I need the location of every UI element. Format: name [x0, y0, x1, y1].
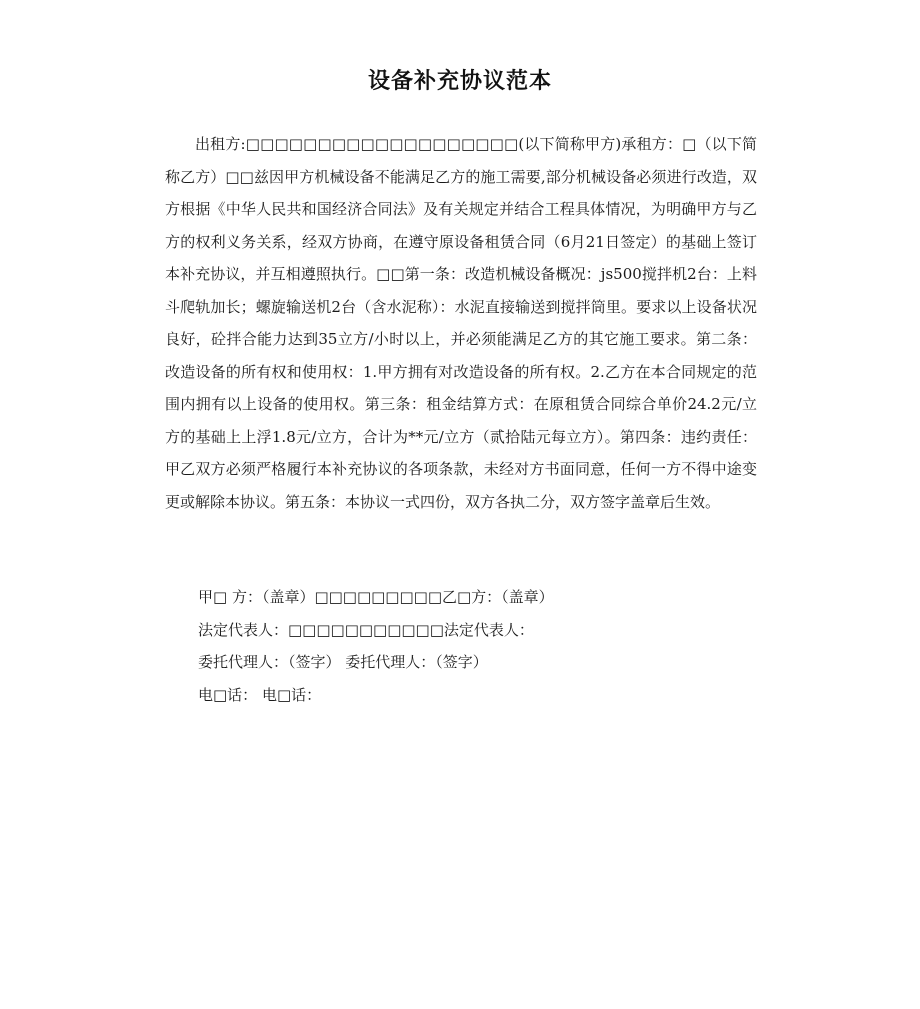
legal-representative-line: 法定代表人：□□□□□□□□□□□法定代表人： — [198, 620, 534, 639]
agreement-body: 出租方:□□□□□□□□□□□□□□□□□□□(以下简称甲方)承租方：□（以下简称乙方）□□兹因甲方机械设备不能满足乙方的施工需要,部分机械设备必须进行改造，双方根据《中华人民共和国经济合同法》及有关规定并结合工程具体情况，为明确甲方与乙方的权利义务关系，经双方协商，在遵守原设备租赁合同（6月21日签定）的基础上签订本补充协议，并互相遵照执行。□□第一条：改造机械设备概况：js500搅拌机2台：上料斗爬轨加长；螺旋输送机2台（含水泥称）：水泥直接输送到搅拌筒里。要求以上设备状况良好，砼拌合能力达到35立方/小时以上，并必须能满足乙方的其它施工要求。第二条：改造设备的所有权和使用权：1.甲方拥有对改造设备的所有权。2.乙方在本合同规定的范围内拥有以上设备的使用权。第三条：租金结算方式：在原租赁合同综合单价24.2元/立方的基础上上浮1.8元/立方，合计为**元/立方（贰拾陆元每立方）。第四条：违约责任：甲乙双方必须严格履行本补充协议的各项条款，未经对方书面同意，任何一方不得中途变更或解除本协议。第五条：本协议一式四份，双方各执二分，双方签字盖章后生效。 — [165, 135, 757, 511]
phone-line: 电□话： 电□话： — [198, 685, 322, 704]
document-title: 设备补充协议范本 — [367, 69, 552, 94]
signature-block — [165, 581, 757, 711]
party-seal-line: 甲□ 方：（盖章）□□□□□□□□□乙□方：（盖章） — [198, 588, 554, 606]
authorized-agent-line: 委托代理人：（签字） 委托代理人：（签字） — [198, 653, 488, 671]
